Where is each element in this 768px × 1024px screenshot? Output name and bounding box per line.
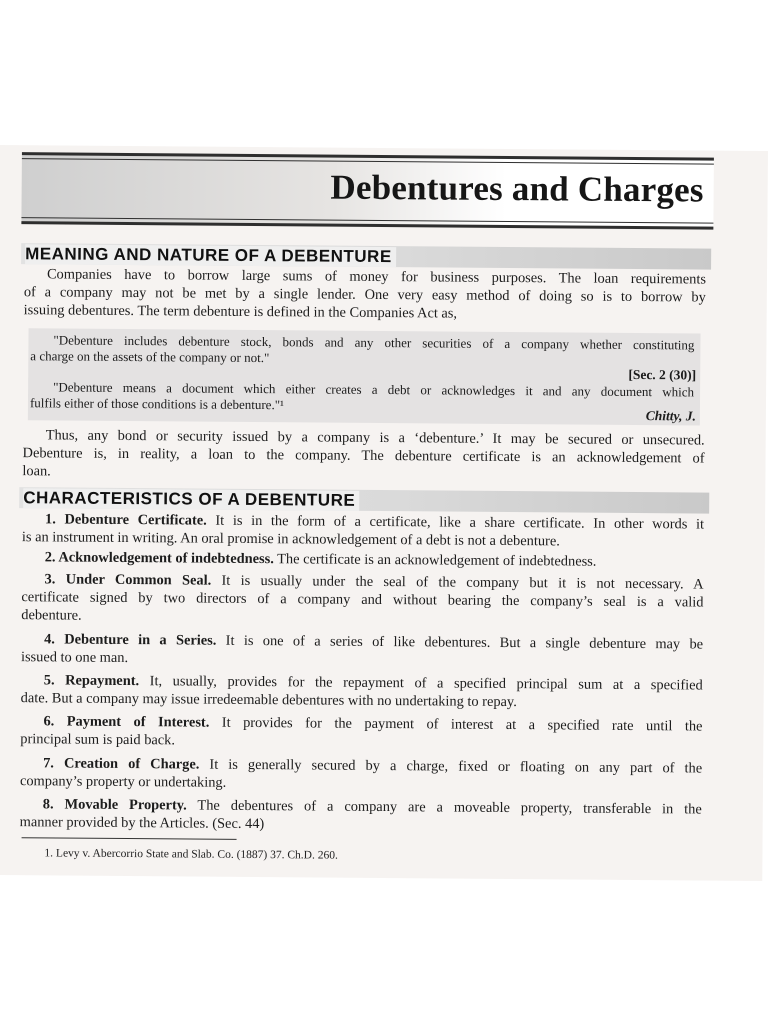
paragraph-line: Debenture is, in reality, a loan to the company. The debenture certificate is an acknowledgement of xyxy=(22,445,705,467)
footnote: 1. Levy v. Abercorrio State and Slab. Co. (1887) 37. Ch.D. 260. xyxy=(44,847,338,862)
item-label: 3. Under Common Seal. xyxy=(44,571,212,589)
paragraph-line: of a company may not be met by a single lender. One very easy method of doing so is to borrow by xyxy=(23,284,706,306)
quote-attribution: Chitty, J. xyxy=(645,408,696,424)
list-item-line: manner provided by the Articles. (Sec. 44) xyxy=(19,814,265,833)
section-heading-meaning xyxy=(21,243,711,269)
item-label: 6. Payment of Interest. xyxy=(43,713,210,731)
paragraph-line: loan. xyxy=(22,463,51,480)
list-item-line: issued to one man. xyxy=(20,649,129,667)
list-item-line: debenture. xyxy=(21,607,82,624)
chapter-title: Debentures and Charges xyxy=(330,167,704,210)
item-text: It provides for the payment of interest at a specified rate until the xyxy=(209,714,703,735)
item-text: It, usually, provides for the repayment of a specified principal sum at a specified xyxy=(139,673,703,694)
book-page xyxy=(0,145,768,881)
item-label: 4. Debenture in a Series. xyxy=(44,631,217,649)
item-text: The certificate is an acknowledgement of indebtedness. xyxy=(273,551,597,570)
quote-line: a charge on the assets of the company or not." xyxy=(30,348,270,366)
quote-line: fulfils either of those conditions is a debenture."¹ xyxy=(29,395,285,413)
footnote-divider xyxy=(22,837,237,840)
item-text: It is usually under the seal of the company but it is not necessary. A xyxy=(211,572,704,593)
section-heading-text: CHARACTERISTICS OF A DEBENTURE xyxy=(23,488,359,511)
list-item-line: is an instrument in writing. An oral promise in acknowledgement of a debt is not a debenture. xyxy=(21,529,560,550)
list-item-line: company’s property or undertaking. xyxy=(19,773,227,791)
list-item-line: principal sum is paid back. xyxy=(20,731,176,749)
paragraph-line: Companies have to borrow large sums of money for business purposes. The loan requirements xyxy=(46,266,707,288)
quote-reference: [Sec. 2 (30)] xyxy=(628,366,697,383)
item-text: The debentures of a company are a moveable property, transferable in the xyxy=(186,797,702,818)
paragraph-line: issuing debentures. The term debenture is defined in the Companies Act as, xyxy=(23,302,458,322)
list-item-line: date. But a company may issue irredeemable debentures with no undertaking to repay. xyxy=(20,690,517,711)
item-text: It is one of a series of like debentures. But a single debenture may be xyxy=(216,632,704,653)
paragraph-line: Thus, any bond or security issued by a company is a ‘debenture.’ It may be secured or unsecured. xyxy=(45,427,705,449)
list-item-line: certificate signed by two directors of a company and without bearing the company’s seal is a valid xyxy=(21,589,704,611)
list-item-first-line xyxy=(45,549,704,571)
quote-line: "Debenture includes debenture stock, bonds and any other securities of a company whether constituting xyxy=(53,332,695,353)
quote-line: "Debenture means a document which either creates a debt or acknowledges it and any document which xyxy=(53,379,695,400)
item-text: It is in the form of a certificate, like a share certificate. In other words it xyxy=(206,512,705,533)
section-heading-characteristics xyxy=(19,487,709,513)
item-label: 1. Debenture Certificate. xyxy=(44,511,207,529)
chapter-header xyxy=(21,152,714,229)
item-text: It is generally secured by a charge, fixed or floating on any part of the xyxy=(199,756,703,777)
item-label: 5. Repayment. xyxy=(43,672,140,690)
item-label: 7. Creation of Charge. xyxy=(43,755,200,773)
section-heading-text: MEANING AND NATURE OF A DEBENTURE xyxy=(25,244,396,267)
item-label: 8. Movable Property. xyxy=(42,796,187,814)
item-label: 2. Acknowledgement of indebtedness. xyxy=(44,549,274,568)
